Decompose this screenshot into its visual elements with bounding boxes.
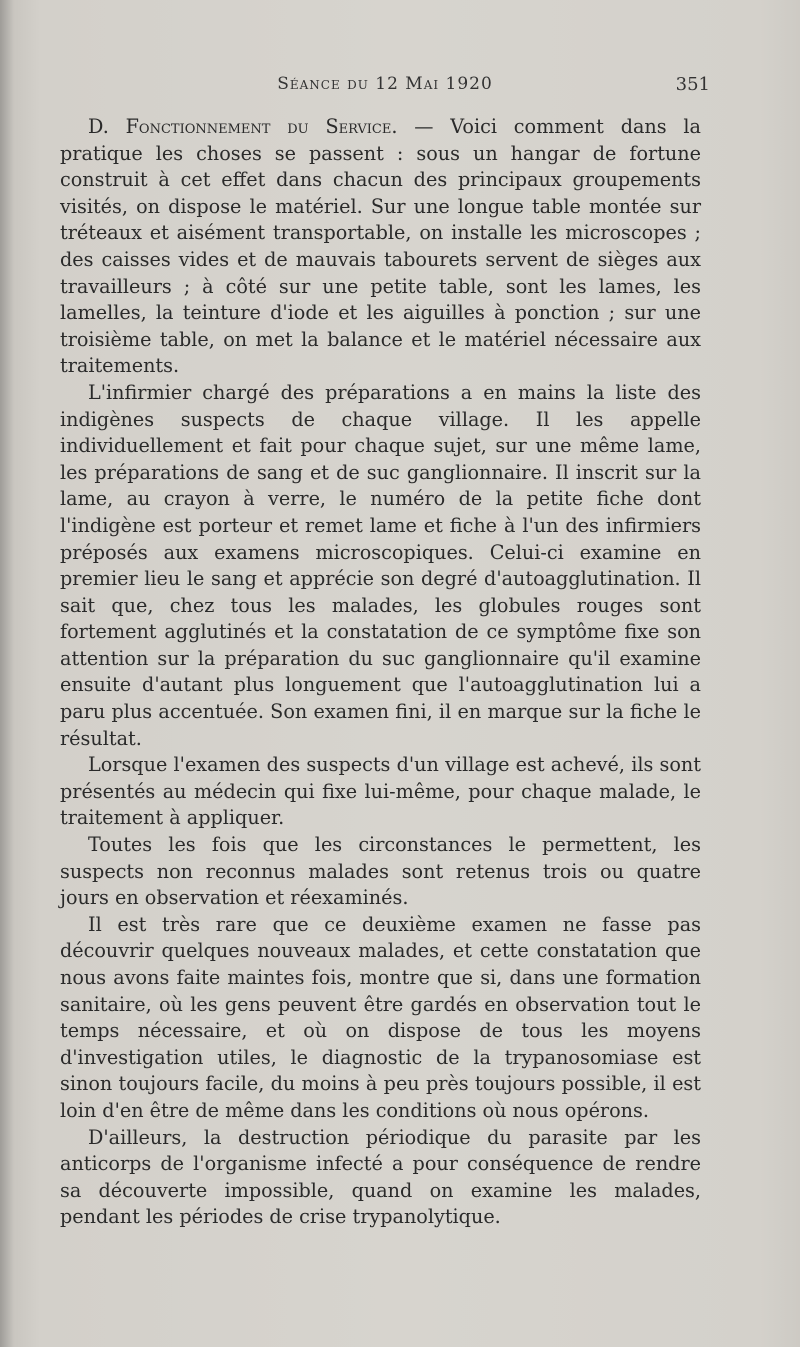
paragraph-3: Lorsque l'examen des suspects d'un village est achevé, ils sont présentés au médecin qui fixe lui-même, pour chaque malade, le traitement à appliquer. — [60, 753, 701, 830]
paragraph-1-text: — Voici comment dans la pratique les choses se passent : sous un hangar de fortune construit à cet effet dans chacun des principaux groupements visités, on dispose le matériel. Sur une longue table montée sur tréteaux et aisément transportable, on installe les microscopes ; des caisses vides et de mauvais tabourets servent de sièges aux travailleurs ; à côté sur une petite table, sont les lames, les lamelles, la teinture d'iode et les aiguilles à ponction ; sur une troisième table, on met la balance et le matériel nécessaire aux traitements. — [60, 115, 702, 378]
body-text — [60, 114, 701, 1231]
paragraph-4: Toutes les fois que les circonstances le permettent, les suspects non reconnus malades sont retenus trois ou quatre jours en observation et réexaminés. — [60, 833, 701, 910]
paragraph-6: D'ailleurs, la destruction périodique du parasite par les anticorps de l'organisme infecté a pour conséquence de rendre sa découverte impossible, quand on examine les malades, pendant les périodes de crise trypanolytique. — [60, 1125, 701, 1229]
section-heading: D. Fonctionnement du Service. — [88, 115, 398, 138]
paragraph-5: Il est très rare que ce deuxième examen ne fasse pas découvrir quelques nouveaux malades, et cette constatation que nous avons faite maintes fois, montre que si, dans une formation sanitaire, où les gens peuvent être gardés en observation tout le temps nécessaire, et où on dispose de tous les moyens d'investigation utiles, le diagnostic de la trypanosomiase est sinon toujours facile, du moins à peu près toujours possible, il est loin d'en être de même dans les conditions où nous opérons. — [60, 912, 701, 1122]
paragraph-1 — [60, 114, 701, 380]
running-head: Séance du 12 Mai 1920 — [277, 74, 493, 94]
page-number: 351 — [675, 74, 710, 95]
page-header — [60, 74, 710, 104]
paragraph-2: L'infirmier chargé des préparations a en mains la liste des indigènes suspects de chaque village. Il les appelle individuellement et fait pour chaque sujet, sur une même lame, les préparations de sang et de suc ganglionnaire. Il inscrit sur la lame, au crayon à verre, le numéro de la petite fiche dont l'indigène est porteur et remet lame et fiche à l'un des infirmiers préposés aux examens microscopiques. Celui-ci examine en premier lieu le sang et apprécie son degré d'autoagglutination. Il sait que, chez tous les malades, les globules rouges sont fortement agglutinés et la constatation de ce symptôme fixe son attention sur la préparation du suc ganglionnaire qu'il examine ensuite d'autant plus longuement que l'autoagglutination lui a paru plus accentuée. Son examen fini, il en marque sur la fiche le résultat. — [60, 380, 701, 750]
